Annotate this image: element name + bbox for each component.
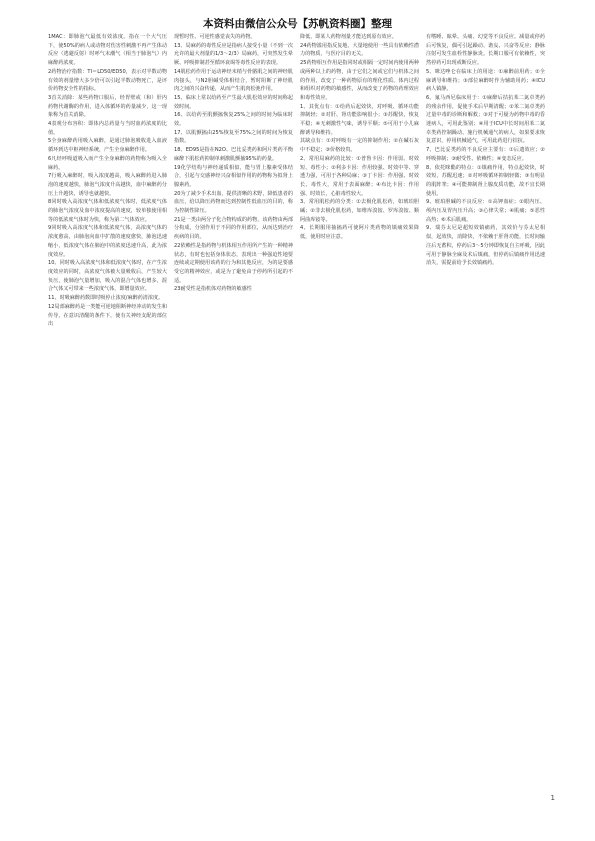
paragraph: 9同时吸入高浓度气体和低浓度气体，高浓度气体的浓度愈高，由肺泡向血中扩散的速度愈快，肺泡迅速缩小，低浓度气体在肺泡中的浓度迅速升高，此为浓度效应。	[48, 225, 167, 258]
column-4	[426, 33, 545, 788]
paragraph: 9、琥珀胆碱的不良反应：①高钾血症；②眼内压、颅内压及胃内压升高；③心律失常；④肌痛；⑤恶性高热；⑥术后肌痛。	[426, 199, 545, 223]
paragraph: 16、以给药至肌颤搐恢复25%之间的时间为临床时效。	[174, 112, 293, 128]
paragraph: 4表观分布容积：即体内总药量与当时血药浓度的比值。	[48, 121, 167, 136]
paragraph: 4、长期服用抽搐药可使阿片类药物的镇痛效果降低，使用时应注意。	[300, 225, 419, 241]
paragraph: 15、临床上常以给药至产生最大肌松效应的时间称起效时间。	[174, 94, 293, 110]
paragraph: 6凡经呼吸道吸入而产生全身麻醉的药物称为吸入全麻药。	[48, 155, 167, 171]
paragraph: 2、常用局麻药的比较：①普鲁卡因：作用弱、时效短、毒性小；②利多卡因：作用较强、时效中等、穿透力强，可用于各种局麻；③丁卡因：作用强、时效长、毒性大，常用于表面麻醉；④布比卡因：作用强、时效长，心脏毒性较大。	[300, 155, 419, 197]
paragraph: 其缺点有：①对呼吸有一定的抑制作用；②在碱石灰中不稳定；③价格较贵。	[300, 138, 419, 154]
paragraph: 3首关消除：某些药物口服后，经胃壁或（和）肝内药物代谢酶的作用，进入体循环的药量减少，这一现象称为首关消除。	[48, 94, 167, 119]
paragraph: 8同时吸入高浓度气体和低浓度气体时，低浓度气体的肺泡气浓度及血中浓度提高的速度，较单独使用相等的低浓度气体时为快，称为第二气体效应。	[48, 199, 167, 223]
paragraph: 10、同时吸入高浓度气体和低浓度气体时，在产生浓度效应的同时，高浓度气体被大量吸收后，产生较大负压，使肺泡气量增加，吸入的混合气体也增多，混合气体又可带来一些浓度气体，即增量效应。	[48, 260, 167, 293]
paragraph: 14肌松药作用于运动神经末梢与骨骼肌之间的神经肌肉接头，与N2胆碱受体相结合，暂时阻断了神经肌肉之间的兴奋传递，从而产生肌肉松弛作用。	[174, 68, 293, 93]
paragraph: 13、局麻药的毒性反应是指病人接受小量（不到一次允许的最大剂量的1/3～2/3）局麻药，可突然发生晕厥、呼吸抑制甚至循环衰竭等毒性反应的表现。	[174, 42, 293, 67]
paragraph: 5全身麻醉药用吸入麻醉，是通过肺泡吸收进入血液循环到达中枢神经系统，产生全身麻醉作用。	[48, 138, 167, 154]
column-3	[300, 33, 419, 788]
text-columns	[48, 33, 545, 788]
paragraph: 24药物滥用指反复地、大量地使用一些具有依赖性潜力的物质，与医疗目的无关。	[300, 42, 419, 58]
paragraph: 7、巴比妥类药的不良反应主要有：①后遗效应；②呼吸抑制；③耐受性、依赖性；④变态反应。	[426, 147, 545, 162]
paragraph: 1、其优点有：①给药后起效快，对呼吸、循环功能抑制轻；②对肝、肾功能影响很小；③苏醒快，恢复平稳；④无刺激性气味，诱导平顺；⑤可用于小儿麻醉诱导和维持。	[300, 103, 419, 136]
paragraph: 降低，即某人药物剂量才能达到原有效应。	[300, 34, 397, 40]
paragraph: 3、常用肌松药的分类：①去极化肌松药，如琥珀胆碱；②非去极化肌松药，如维库溴铵、罗库溴铵、顺阿曲库铵等。	[300, 199, 419, 223]
column-1	[48, 33, 167, 788]
paragraph: 现暂时性、可逆性感觉丧失的药物。	[174, 34, 256, 40]
column-2	[174, 33, 293, 788]
paragraph: 9、瑞芬太尼是超短效镇痛药，其效价与芬太尼相似，起效快，消除快，不依赖于肝肾功能，长时间输注后无蓄积，停药后3～5分钟即恢复自主呼吸，因此可用于静脉全麻及术后镇痛，但停药后镇痛作用迅速消失，需提前给予长效镇痛药。	[426, 225, 545, 267]
paragraph: 2药物治疗指数：TI＝LD50/ED50，表示对半数动物有效的剂量增大多少倍可以引起半数动物死亡，是评价药物安全性的指标。	[48, 68, 167, 93]
paragraph: 7行吸入麻醉时，吸入浓度越高，吸入麻醉药进入肺泡的速度越快，肺泡气浓度升高越快，血中麻醉药分压上升越快，诱导也就越快。	[48, 173, 167, 197]
paragraph: 20为了减少手术出血，提供清晰的术野，降低患者的血压，给以降压药物而达到控制性低血压的目的，称为控制性降压。	[174, 190, 293, 215]
paragraph: 1MAC：即肺泡气最低有效浓度。指在一个大气压下，使50%的病人或动物对伤害性刺激不再产生体动反应（逃避反射）时呼气末潮气（相当于肺泡气）内麻醉药浓度。	[48, 34, 167, 67]
page-title: 本资料由微信公众号【苏帆资料圈】整理	[203, 18, 392, 30]
paragraph: 18、ED95是指在N2O、巴比妥类药和阿片类药平衡麻醉下肌松药抑制单刺激肌颤搐95%的药量。	[174, 147, 293, 162]
paragraph: 6、氟马西尼临床用于：①麻醉后拮抗苯二氮卓类药的残余作用，促使手术后早期清醒；②苯二氮卓类药过量中毒的诊断和解救；③对于可疑为药物中毒的昏迷病人，可用此鉴别；④用于ICU中长时间用苯二氮卓类药控制躁动、施行机械通气的病人，如果要求恢复意识，停用机械通气，可用此药进行拮抗。	[426, 94, 545, 145]
paragraph: 5、咪达唑仑在临床上的用途：①麻醉前用药；②全麻诱导和维持；③部位麻醉时作为辅助用药；④ICU病人镇静。	[426, 68, 545, 93]
paragraph: 12局部麻醉药是一类能可逆地阻断神经冲动的发生和传导，在意识清醒的条件下，使有关神经支配的部位出	[48, 303, 167, 328]
page-number: 1	[550, 794, 555, 802]
paragraph: 21是一类由两分子化合物构成的药物，该药物由两部分构成，分别作用于不同的作用部位，从而达到治疗疾病的目的。	[174, 216, 293, 241]
paragraph: 25药物相互作用是指同时或相隔一定时间内使用两种或两种以上的药物，由于它们之间或它们与机体之间的作用，改变了一种药物原有的理化性质、体内过程和组织对药物的敏感性，从而改变了药物的药理效应和毒性效应。	[300, 60, 419, 101]
paragraph: 有嗜睡、眩晕、头痛、幻觉等不良反应。减量或停药后可恢复，偶可引起躁动、谵妄、兴奋等反应；静脉注射可发生血栓性静脉炎。长期口服可有依赖性，突然停药可出现戒断反应。	[426, 34, 545, 67]
paragraph: 17、以肌颤搐由25%恢复至75%之间的时间为恢复指数。	[174, 129, 293, 145]
paragraph: 19化学结构与神经递质相似，能与胃上腺素受体结合，引起与交感神经兴奋相似作用的药物称为拟肾上腺素药。	[174, 164, 293, 188]
paragraph: 8、依托咪酯的特点：①镇痛作用，特点起效快，时效短，苏醒迅速；②对呼吸循环抑制轻微；③有明显的肌阵挛；④可能抑制肾上腺皮质功能，故不宜长期使用。	[426, 164, 545, 197]
paragraph: 22依赖性是指药物与机体相互作用所产生的一种精神状态，有时也包括身体状态，表现出一种强迫性地要连续或定期使用该药的行为和其他反应，为的是要感受它的精神效应，或是为了避免由于停药所引起的不适。	[174, 242, 293, 284]
paragraph: 11、时吸麻醉药数即时吸停止浓度/麻醉药清浓度。	[48, 295, 164, 302]
paragraph: 23耐受性是指机体对药物的敏感性	[174, 286, 252, 293]
